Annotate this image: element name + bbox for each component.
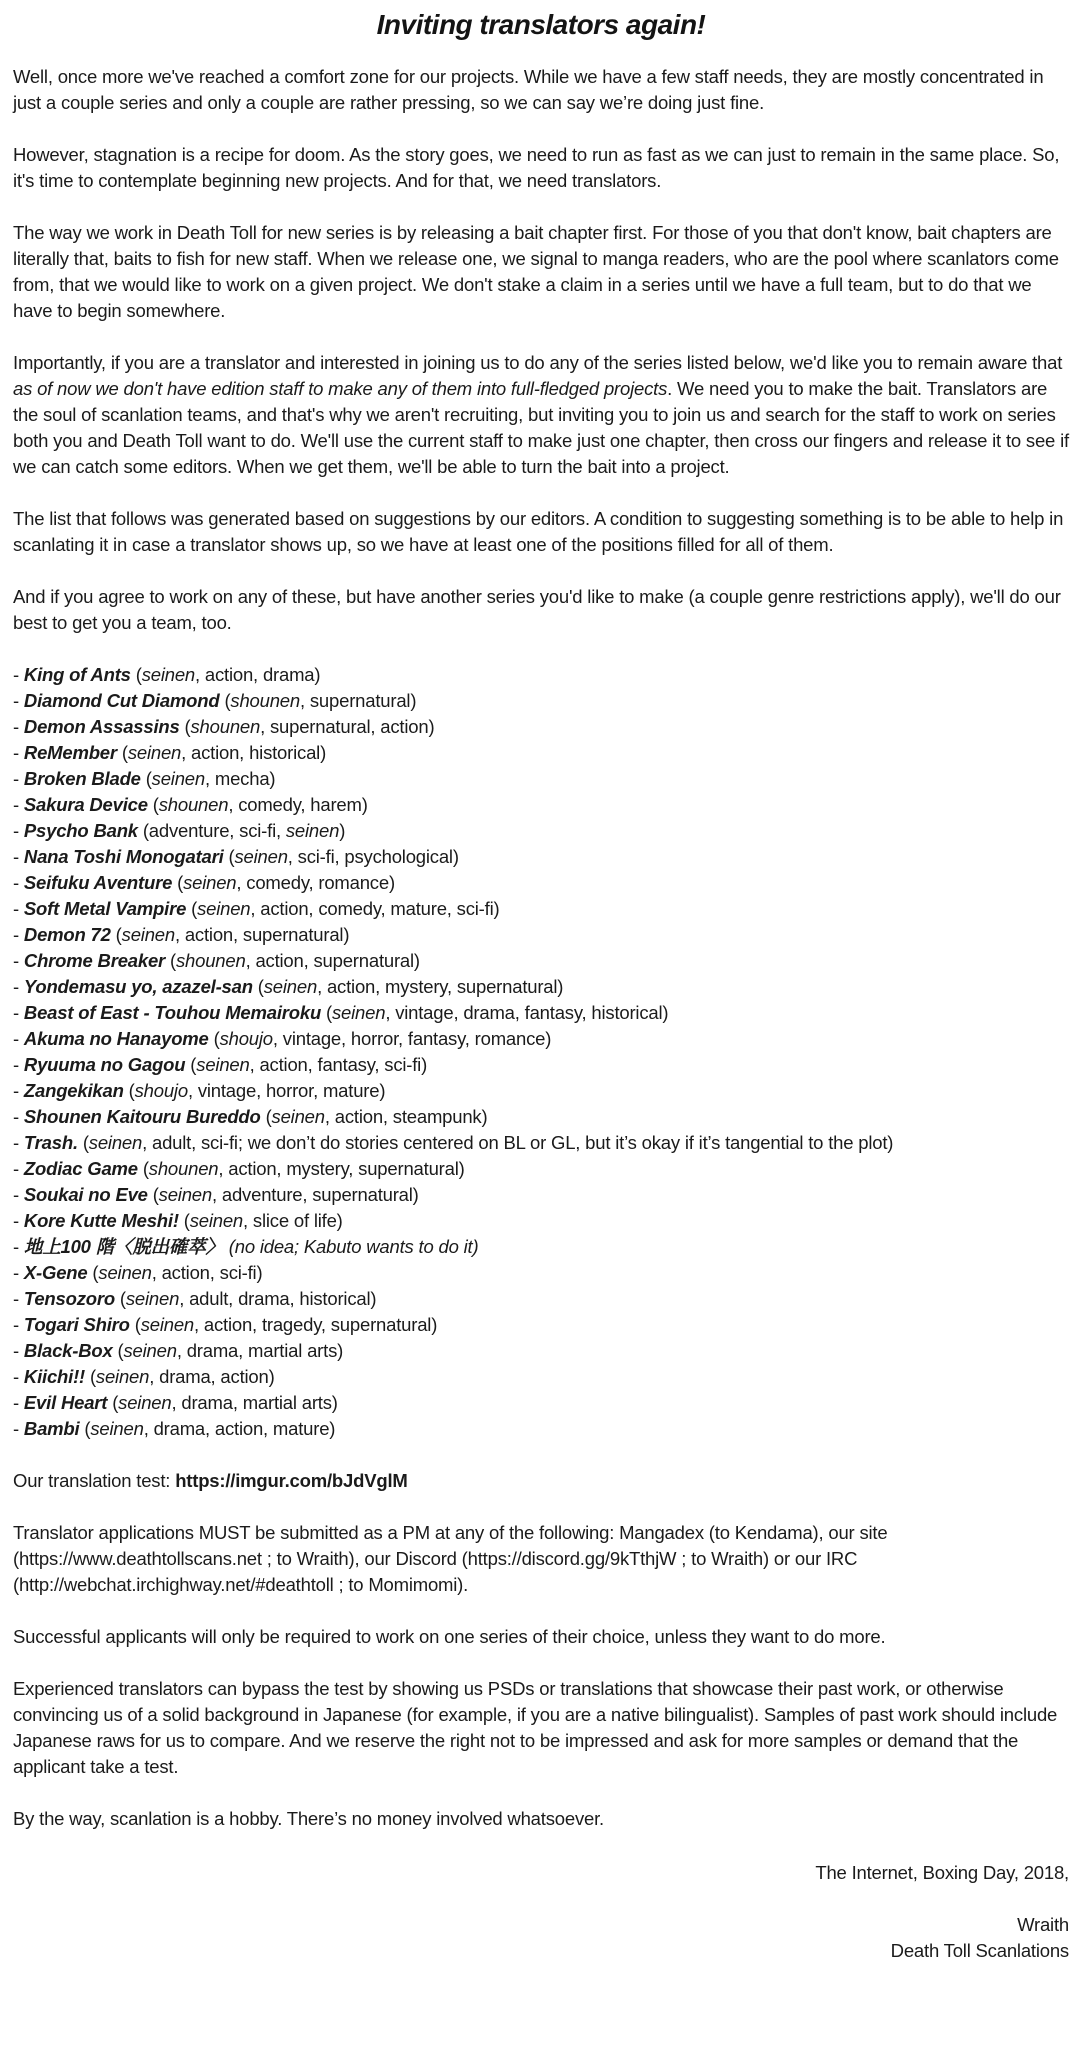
text-segment: (	[186, 898, 198, 919]
series-item	[13, 1182, 1069, 1208]
text-segment: seinen	[263, 976, 318, 997]
series-item	[13, 1000, 1069, 1026]
series-bullet: -	[13, 1262, 24, 1283]
text-segment: Experienced translators can bypass the test by showing us PSDs or translations that showcase their past work, or otherwise convincing us of a solid background in Japanese (for example, if you are a native bilingualist). Samples of past work should include Japanese raws for us to compare. And we reserve the right not to be impressed and ask for more samples or demand that the applicant take a test.	[13, 1678, 1058, 1777]
text-segment: (no idea; Kabuto wants to do it)	[223, 1236, 479, 1257]
text-segment: , action, drama)	[195, 664, 321, 685]
text-segment: (	[85, 1366, 96, 1387]
text-segment: , mecha)	[205, 768, 276, 789]
series-name: Ryuuma no Gagou	[23, 1054, 186, 1075]
series-item	[13, 1260, 1069, 1286]
text-segment: By the way, scanlation is a hobby. There’s no money involved whatsoever.	[13, 1808, 604, 1829]
text-segment: (	[321, 1002, 332, 1023]
text-segment: (	[185, 1054, 197, 1075]
text-segment: (	[87, 1262, 99, 1283]
series-bullet: -	[13, 1080, 24, 1101]
text-segment: , comedy, romance)	[236, 872, 395, 893]
text-segment: (	[112, 1340, 124, 1361]
text-segment: (	[116, 742, 128, 763]
series-item	[13, 1312, 1069, 1338]
closing-paragraphs	[13, 1520, 1069, 1832]
text-segment: , vintage, horror, mature)	[187, 1080, 386, 1101]
text-segment: (	[219, 690, 231, 711]
series-item	[13, 818, 1069, 844]
text-segment: shounen	[158, 794, 229, 815]
text-segment: (	[107, 1392, 119, 1413]
series-name: Seifuku Aventure	[23, 872, 173, 893]
series-bullet: -	[13, 1132, 24, 1153]
series-bullet: -	[13, 976, 24, 997]
text-segment: Well, once more we've reached a comfort zone for our projects. While we have a few staff needs, they are mostly concentrated in just a couple series and only a couple are rather pressing, so we can say we’re doing just fine.	[13, 66, 1044, 113]
series-name: Tensozoro	[23, 1288, 115, 1309]
text-segment: seinen	[123, 1340, 177, 1361]
series-bullet: -	[13, 1210, 24, 1231]
intro-paragraphs	[13, 64, 1069, 636]
text-segment: , action, mystery, supernatural)	[218, 1158, 465, 1179]
text-segment: seinen	[285, 820, 340, 841]
series-list	[13, 662, 1069, 1442]
text-segment: (	[137, 1158, 149, 1179]
text-segment: Translator applications MUST be submitted as a PM at any of the following: Mangadex (to Kendama), our site (https://www.deathtollscans.net ; to Wraith), our Discord (https://discord.gg/9kTthjW ; to Wraith) or our IRC (http://webchat.irchighway.net/#deathtoll ; to Momimomi).	[13, 1522, 888, 1595]
series-bullet: -	[13, 1184, 24, 1205]
series-item	[13, 1156, 1069, 1182]
text-segment: (	[179, 716, 191, 737]
series-bullet: -	[13, 742, 24, 763]
text-segment: (	[110, 924, 122, 945]
text-segment: , action, sci-fi)	[151, 1262, 263, 1283]
text-segment: (	[172, 872, 184, 893]
text-segment: , action, comedy, mature, sci-fi)	[250, 898, 500, 919]
series-bullet: -	[13, 1002, 24, 1023]
translation-test-url: https://imgur.com/bJdVglM	[175, 1470, 408, 1491]
paragraph-other-series	[13, 584, 1069, 636]
text-segment: , drama, action)	[149, 1366, 275, 1387]
text-segment: seinen	[196, 1054, 250, 1075]
series-bullet: -	[13, 794, 24, 815]
series-name: Kore Kutte Meshi!	[23, 1210, 179, 1231]
series-item	[13, 662, 1069, 688]
signoff-group: Death Toll Scanlations	[890, 1940, 1069, 1961]
signoff	[13, 1860, 1069, 1964]
series-bullet: -	[13, 1418, 24, 1439]
text-segment: (	[147, 794, 159, 815]
series-item	[13, 1208, 1069, 1234]
text-segment: Importantly, if you are a translator and interested in joining us to do any of the series listed below, we'd like you to remain aware that	[13, 352, 1063, 373]
series-item	[13, 714, 1069, 740]
text-segment: , adventure, supernatural)	[212, 1184, 419, 1205]
text-segment: , action, supernatural)	[174, 924, 350, 945]
text-segment: , drama, martial arts)	[171, 1392, 338, 1413]
series-item	[13, 948, 1069, 974]
signoff-author-block	[13, 1912, 1069, 1964]
series-name: Akuma no Hanayome	[23, 1028, 209, 1049]
text-segment: , adult, sci-fi; we don’t do stories centered on BL or GL, but it’s okay if it’s tangential to the plot)	[142, 1132, 894, 1153]
series-name: X-Gene	[23, 1262, 88, 1283]
text-segment: . We need you to make the bait. Translators are the soul of scanlation teams, and that's why we aren't recruiting, but inviting you to join us and search for the staff to work on series both you and Death Toll want to do. We'll use the current staff to make just one chapter, then cross our fingers and release it to see if we can catch some editors. When we get them, we'll be able to turn the bait into a project.	[13, 378, 1069, 477]
series-bullet: -	[13, 1314, 24, 1335]
text-segment: Successful applicants will only be required to work on one series of their choice, unless they want to do more.	[13, 1626, 886, 1647]
text-segment: as of now we don't have edition staff to make any of them into full-fledged projects	[13, 378, 668, 399]
signoff-author: Wraith	[1017, 1914, 1069, 1935]
series-name: Kiichi!!	[23, 1366, 85, 1387]
text-segment: shounen	[175, 950, 246, 971]
series-bullet: -	[13, 768, 24, 789]
series-item	[13, 1104, 1069, 1130]
series-name: Black-Box	[23, 1340, 113, 1361]
text-segment: (	[260, 1106, 272, 1127]
series-item	[13, 1416, 1069, 1442]
text-segment: seinen	[158, 1184, 212, 1205]
series-bullet: -	[13, 1236, 24, 1257]
text-segment: , slice of life)	[243, 1210, 343, 1231]
text-segment: , comedy, harem)	[228, 794, 368, 815]
text-segment: seinen	[140, 1314, 195, 1335]
text-segment: (	[178, 1210, 190, 1231]
series-item	[13, 1052, 1069, 1078]
series-name: Evil Heart	[23, 1392, 108, 1413]
paragraph-stagnation	[13, 142, 1069, 194]
series-bullet: -	[13, 872, 24, 893]
text-segment: (	[165, 950, 176, 971]
series-item	[13, 896, 1069, 922]
text-segment: (	[123, 1080, 135, 1101]
paragraph-successful-applicants	[13, 1624, 1069, 1650]
translation-test-line	[13, 1468, 1069, 1494]
text-segment: , supernatural)	[300, 690, 417, 711]
text-segment: seinen	[121, 924, 175, 945]
text-segment: , supernatural, action)	[260, 716, 435, 737]
series-name: Sakura Device	[23, 794, 148, 815]
series-bullet: -	[13, 1392, 24, 1413]
series-name: Trash.	[23, 1132, 78, 1153]
paragraph-applications	[13, 1520, 1069, 1598]
text-segment: , action, supernatural)	[245, 950, 420, 971]
series-name: Beast of East - Touhou Memairoku	[23, 1002, 322, 1023]
text-segment: And if you agree to work on any of these, but have another series you'd like to make (a couple genre restrictions apply), we'll do our best to get you a team, too.	[13, 586, 1061, 633]
translation-test-label: Our translation test:	[13, 1470, 176, 1491]
series-name: ReMember	[23, 742, 117, 763]
text-segment: , action, fantasy, sci-fi)	[249, 1054, 428, 1075]
text-segment: The list that follows was generated based on suggestions by our editors. A condition to suggesting something is to be able to help in scanlating it in case a translator shows up, so we have at least one of the positions filled for all of them.	[13, 508, 1064, 555]
text-segment: seinen	[95, 1366, 150, 1387]
series-bullet: -	[13, 664, 24, 685]
series-bullet: -	[13, 846, 24, 867]
text-segment: seinen	[127, 742, 182, 763]
series-bullet: -	[13, 1340, 24, 1361]
text-segment: , action, historical)	[181, 742, 327, 763]
series-item	[13, 844, 1069, 870]
series-name: Demon Assassins	[23, 716, 180, 737]
series-item	[13, 792, 1069, 818]
page-title: Inviting translators again!	[376, 9, 706, 40]
series-bullet: -	[13, 1366, 24, 1387]
text-segment: , drama, martial arts)	[176, 1340, 344, 1361]
series-name: Yondemasu yo, azazel-san	[23, 976, 253, 997]
text-segment: , adult, drama, historical)	[179, 1288, 377, 1309]
series-name: 地上100 階〈脱出確萃〉	[23, 1236, 224, 1257]
signoff-dateline: The Internet, Boxing Day, 2018,	[815, 1862, 1069, 1883]
series-item	[13, 688, 1069, 714]
series-name: Shounen Kaitouru Bureddo	[23, 1106, 261, 1127]
text-segment: seinen	[331, 1002, 386, 1023]
series-name: Chrome Breaker	[23, 950, 166, 971]
series-bullet: -	[13, 1106, 24, 1127]
series-name: Bambi	[23, 1418, 80, 1439]
text-segment: seinen	[183, 872, 237, 893]
series-item	[13, 870, 1069, 896]
text-segment: seinen	[197, 898, 251, 919]
text-segment: seinen	[271, 1106, 325, 1127]
series-item	[13, 922, 1069, 948]
paragraph-list-origin	[13, 506, 1069, 558]
series-bullet: -	[13, 1158, 24, 1179]
text-segment: (	[129, 1314, 141, 1335]
text-segment: , vintage, drama, fantasy, historical)	[385, 1002, 669, 1023]
paragraph-experienced-translators	[13, 1676, 1069, 1780]
series-item	[13, 1234, 1069, 1260]
text-segment: , vintage, horror, fantasy, romance)	[272, 1028, 552, 1049]
series-name: Demon 72	[23, 924, 111, 945]
series-item	[13, 1364, 1069, 1390]
series-bullet: -	[13, 1028, 24, 1049]
text-segment: shounen	[190, 716, 261, 737]
series-bullet: -	[13, 950, 24, 971]
paragraph-bait-chapters	[13, 220, 1069, 324]
text-segment: The way we work in Death Toll for new series is by releasing a bait chapter first. For those of you that don't know, bait chapters are literally that, baits to fish for new staff. When we release one, we signal to manga readers, who are the pool where scanlators come from, that we would like to work on a given project. We don't stake a claim in a series until we have a full team, but to do that we have to begin somewhere.	[13, 222, 1059, 321]
text-segment: (	[252, 976, 264, 997]
series-item	[13, 740, 1069, 766]
series-bullet: -	[13, 1054, 24, 1075]
text-segment: (	[77, 1132, 89, 1153]
text-segment: (	[140, 768, 152, 789]
text-segment: (adventure, sci-fi,	[137, 820, 286, 841]
text-segment: (	[114, 1288, 126, 1309]
series-name: Diamond Cut Diamond	[23, 690, 220, 711]
series-item	[13, 1026, 1069, 1052]
series-bullet: -	[13, 820, 24, 841]
text-segment: seinen	[88, 1132, 143, 1153]
series-name: Nana Toshi Monogatari	[23, 846, 224, 867]
series-bullet: -	[13, 1288, 24, 1309]
text-segment: (	[223, 846, 235, 867]
paragraph-comfort-zone	[13, 64, 1069, 116]
paragraph-importantly	[13, 350, 1069, 480]
text-segment: , action, tragedy, supernatural)	[194, 1314, 438, 1335]
series-name: King of Ants	[23, 664, 131, 685]
text-segment: shounen	[230, 690, 300, 711]
series-name: Zangekikan	[23, 1080, 124, 1101]
text-segment: (	[147, 1184, 159, 1205]
text-segment: However, stagnation is a recipe for doom. As the story goes, we need to run as fast as we can just to remain in the same place. So, it's time to contemplate beginning new projects. And for that, we need translators.	[13, 144, 1060, 191]
text-segment: shoujo	[219, 1028, 273, 1049]
series-name: Soukai no Eve	[23, 1184, 148, 1205]
series-name: Psycho Bank	[23, 820, 138, 841]
text-segment: (	[130, 664, 142, 685]
text-segment: seinen	[151, 768, 205, 789]
series-item	[13, 1390, 1069, 1416]
text-segment: , action, steampunk)	[324, 1106, 488, 1127]
series-bullet: -	[13, 716, 24, 737]
text-segment: , drama, action, mature)	[143, 1418, 336, 1439]
series-item	[13, 1078, 1069, 1104]
text-segment: (	[79, 1418, 91, 1439]
text-segment: seinen	[118, 1392, 172, 1413]
text-segment: seinen	[125, 1288, 180, 1309]
series-name: Zodiac Game	[23, 1158, 138, 1179]
text-segment: seinen	[98, 1262, 152, 1283]
text-segment: , sci-fi, psychological)	[287, 846, 459, 867]
text-segment: shounen	[148, 1158, 219, 1179]
text-segment: seinen	[189, 1210, 244, 1231]
series-item	[13, 1130, 1069, 1156]
series-item	[13, 1286, 1069, 1312]
paragraph-hobby	[13, 1806, 1069, 1832]
text-segment: seinen	[90, 1418, 144, 1439]
text-segment: seinen	[141, 664, 196, 685]
series-bullet: -	[13, 898, 24, 919]
series-item	[13, 1338, 1069, 1364]
series-name: Togari Shiro	[23, 1314, 130, 1335]
series-bullet: -	[13, 690, 24, 711]
text-segment: shoujo	[134, 1080, 188, 1101]
series-item	[13, 974, 1069, 1000]
text-segment: )	[339, 820, 346, 841]
text-segment: , action, mystery, supernatural)	[317, 976, 564, 997]
series-bullet: -	[13, 924, 24, 945]
text-segment: seinen	[234, 846, 288, 867]
series-name: Broken Blade	[23, 768, 141, 789]
series-item	[13, 766, 1069, 792]
text-segment: (	[208, 1028, 220, 1049]
series-name: Soft Metal Vampire	[23, 898, 187, 919]
